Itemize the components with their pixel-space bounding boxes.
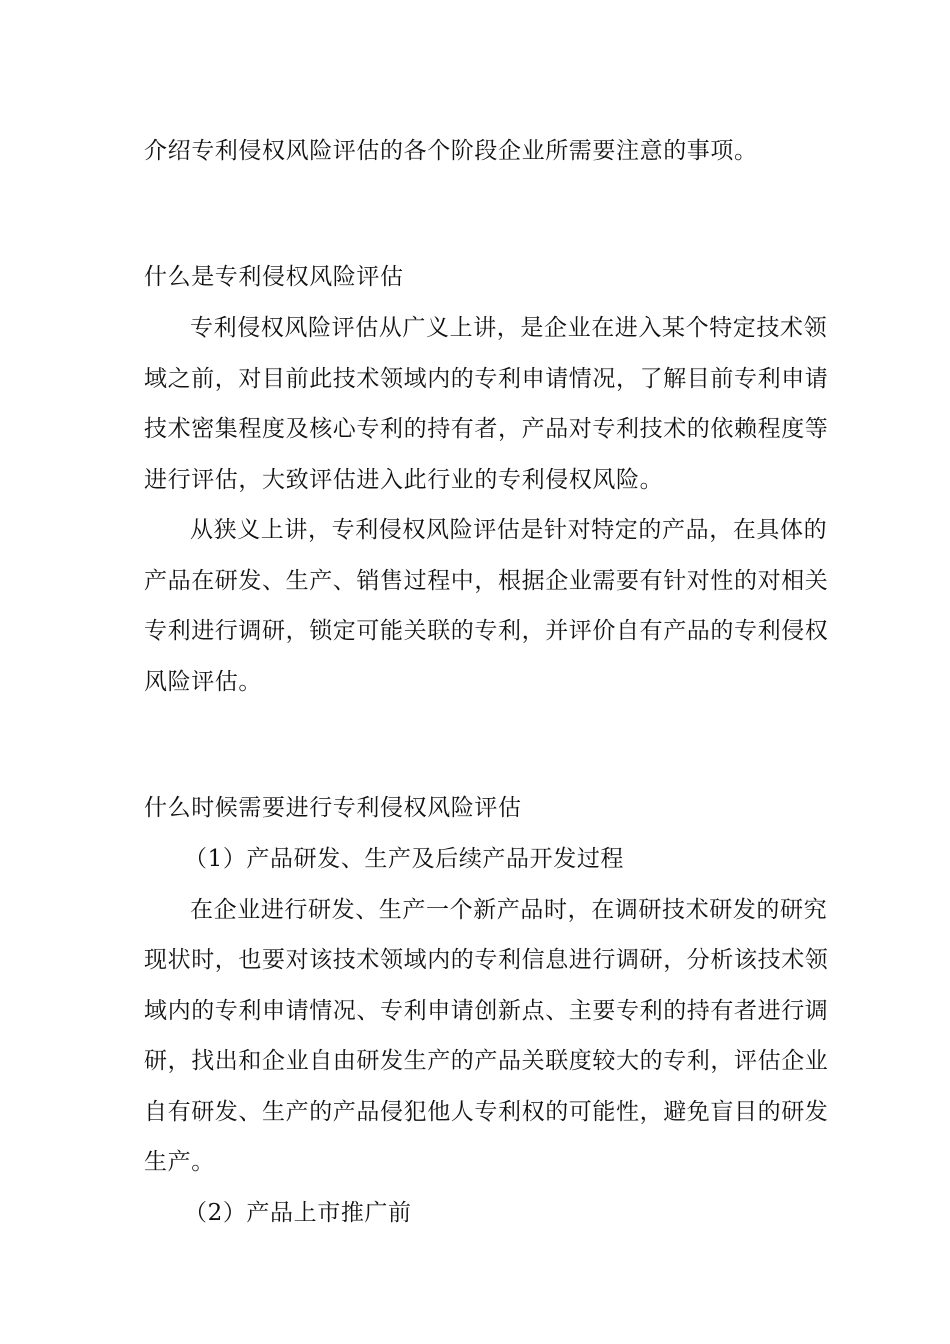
paragraph-line: 在企业进行研发、生产一个新产品时，在调研技术研发的研究: [190, 897, 828, 923]
paragraph-line: 从狭义上讲，专利侵权风险评估是针对特定的产品，在具体的: [190, 517, 828, 543]
paragraph-line: 专利侵权风险评估从广义上讲，是企业在进入某个特定技术领: [190, 315, 828, 341]
paragraph-line: 域内的专利申请情况、专利申请创新点、主要专利的持有者进行调: [144, 998, 829, 1024]
paragraph-line: 研，找出和企业自由研发生产的产品关联度较大的专利，评估企业: [144, 1048, 829, 1074]
paragraph-line: 自有研发、生产的产品侵犯他人专利权的可能性，避免盲目的研发: [144, 1099, 829, 1125]
subsection-heading: （1）产品研发、生产及后续产品开发过程: [184, 846, 625, 872]
paragraph-line: 技术密集程度及核心专利的持有者，产品对专利技术的依赖程度等: [144, 416, 829, 442]
paragraph-line: 产品在研发、生产、销售过程中，根据企业需要有针对性的对相关: [144, 568, 829, 594]
section-heading-when: 什么时候需要进行专利侵权风险评估: [144, 795, 522, 821]
subsection-heading: （2）产品上市推广前: [184, 1200, 412, 1226]
paragraph-line: 生产。: [144, 1149, 215, 1175]
paragraph-line: 专利进行调研，锁定可能关联的专利，并评价自有产品的专利侵权: [144, 618, 829, 644]
intro-paragraph: 介绍专利侵权风险评估的各个阶段企业所需要注意的事项。: [144, 138, 758, 164]
paragraph-line: 域之前，对目前此技术领域内的专利申请情况，了解目前专利申请: [144, 366, 829, 392]
paragraph-line: 风险评估。: [144, 669, 262, 695]
paragraph-line: 进行评估，大致评估进入此行业的专利侵权风险。: [144, 467, 664, 493]
section-heading-what-is: 什么是专利侵权风险评估: [144, 264, 404, 290]
paragraph-line: 现状时，也要对该技术领域内的专利信息进行调研，分析该技术领: [144, 947, 829, 973]
